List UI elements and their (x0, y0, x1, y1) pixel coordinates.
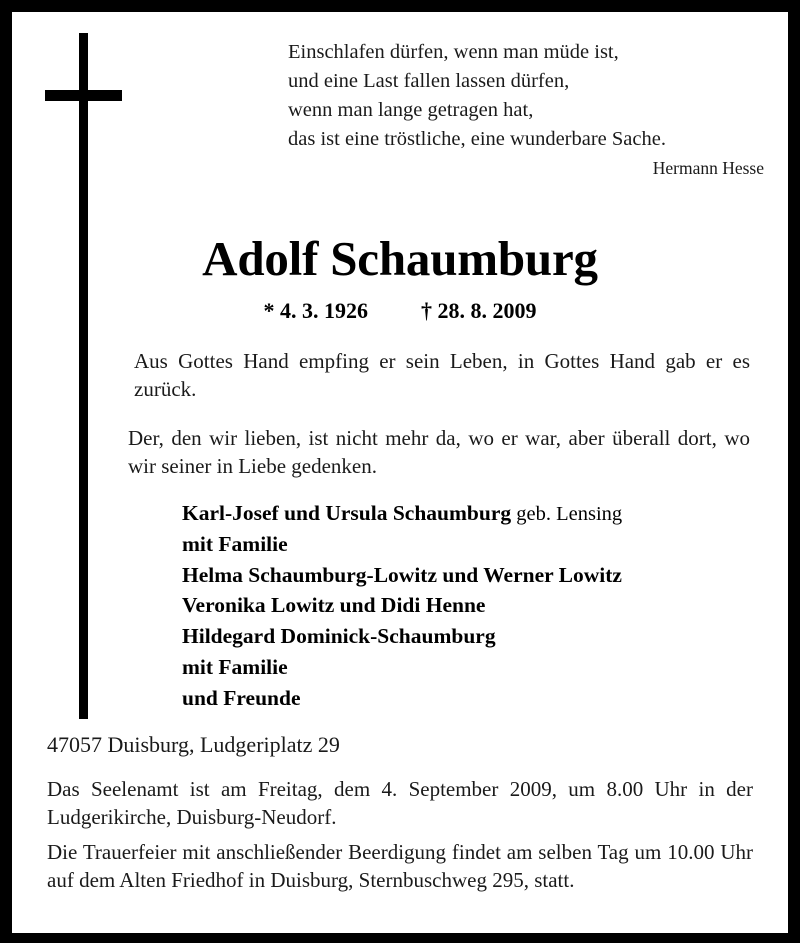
verse-text: Aus Gottes Hand empfing er sein Leben, in Gottes Hand gab er es zurück. (134, 349, 750, 401)
family-list (182, 499, 768, 715)
family-list-item (182, 622, 768, 653)
family-list-item (182, 591, 768, 622)
family-list-item (182, 653, 768, 684)
verse-paragraph (134, 347, 750, 403)
birth-date: 4. 3. 1926 (280, 298, 368, 323)
cross-icon-horizontal-bar (45, 90, 122, 101)
quote-line: das ist eine tröstliche, eine wunderbare Sache. (288, 128, 666, 150)
family-name-bold: Helma Schaumburg-Lowitz und Werner Lowitz (182, 562, 622, 587)
verse-text: Der, den wir lieben, ist nicht mehr da, wo er war, aber überall dort, wo wir seiner in Liebe gedenken. (128, 426, 750, 478)
obituary-page (12, 12, 788, 933)
family-list-item (182, 561, 768, 592)
quote-line: und eine Last fallen lassen dürfen, (288, 70, 570, 92)
service-info (47, 775, 753, 831)
deceased-name: Adolf Schaumburg (202, 231, 598, 286)
family-list-item (182, 530, 768, 561)
life-dates (12, 298, 788, 324)
family-list-item (182, 684, 768, 715)
quote-line: wenn man lange getragen hat, (288, 99, 534, 121)
verse-paragraph (128, 424, 750, 480)
quote-block (288, 38, 768, 154)
family-list-item (182, 499, 768, 530)
death-date: 28. 8. 2009 (437, 298, 537, 323)
cross-icon-vertical-bar (79, 33, 88, 719)
service-text: Die Trauerfeier mit anschließender Beerdigung findet am selben Tag um 10.00 Uhr auf dem Alten Friedhof in Duisburg, Sternbuschweg 295, statt. (47, 840, 753, 892)
family-name-bold: mit Familie (182, 531, 288, 556)
family-name-bold: mit Familie (182, 654, 288, 679)
family-name-bold: Karl-Josef und Ursula Schaumburg (182, 501, 512, 525)
family-name-bold: Veronika Lowitz und Didi Henne (182, 593, 486, 618)
service-text: Das Seelenamt ist am Freitag, dem 4. September 2009, um 8.00 Uhr in der Ludgerikirche, Duisburg-Neudorf. (47, 777, 753, 829)
quote-attribution: Hermann Hesse (652, 158, 764, 178)
birth-symbol: * (263, 298, 275, 323)
family-name-suffix: geb. Lensing (511, 503, 623, 525)
service-info (47, 838, 753, 894)
family-name-bold: und Freunde (182, 685, 301, 710)
address-line: 47057 Duisburg, Ludgeriplatz 29 (47, 732, 340, 757)
family-name-bold: Hildegard Dominick-Schaumburg (182, 624, 496, 649)
quote-line: Einschlafen dürfen, wenn man müde ist, (288, 41, 619, 63)
death-symbol: † (421, 298, 432, 323)
